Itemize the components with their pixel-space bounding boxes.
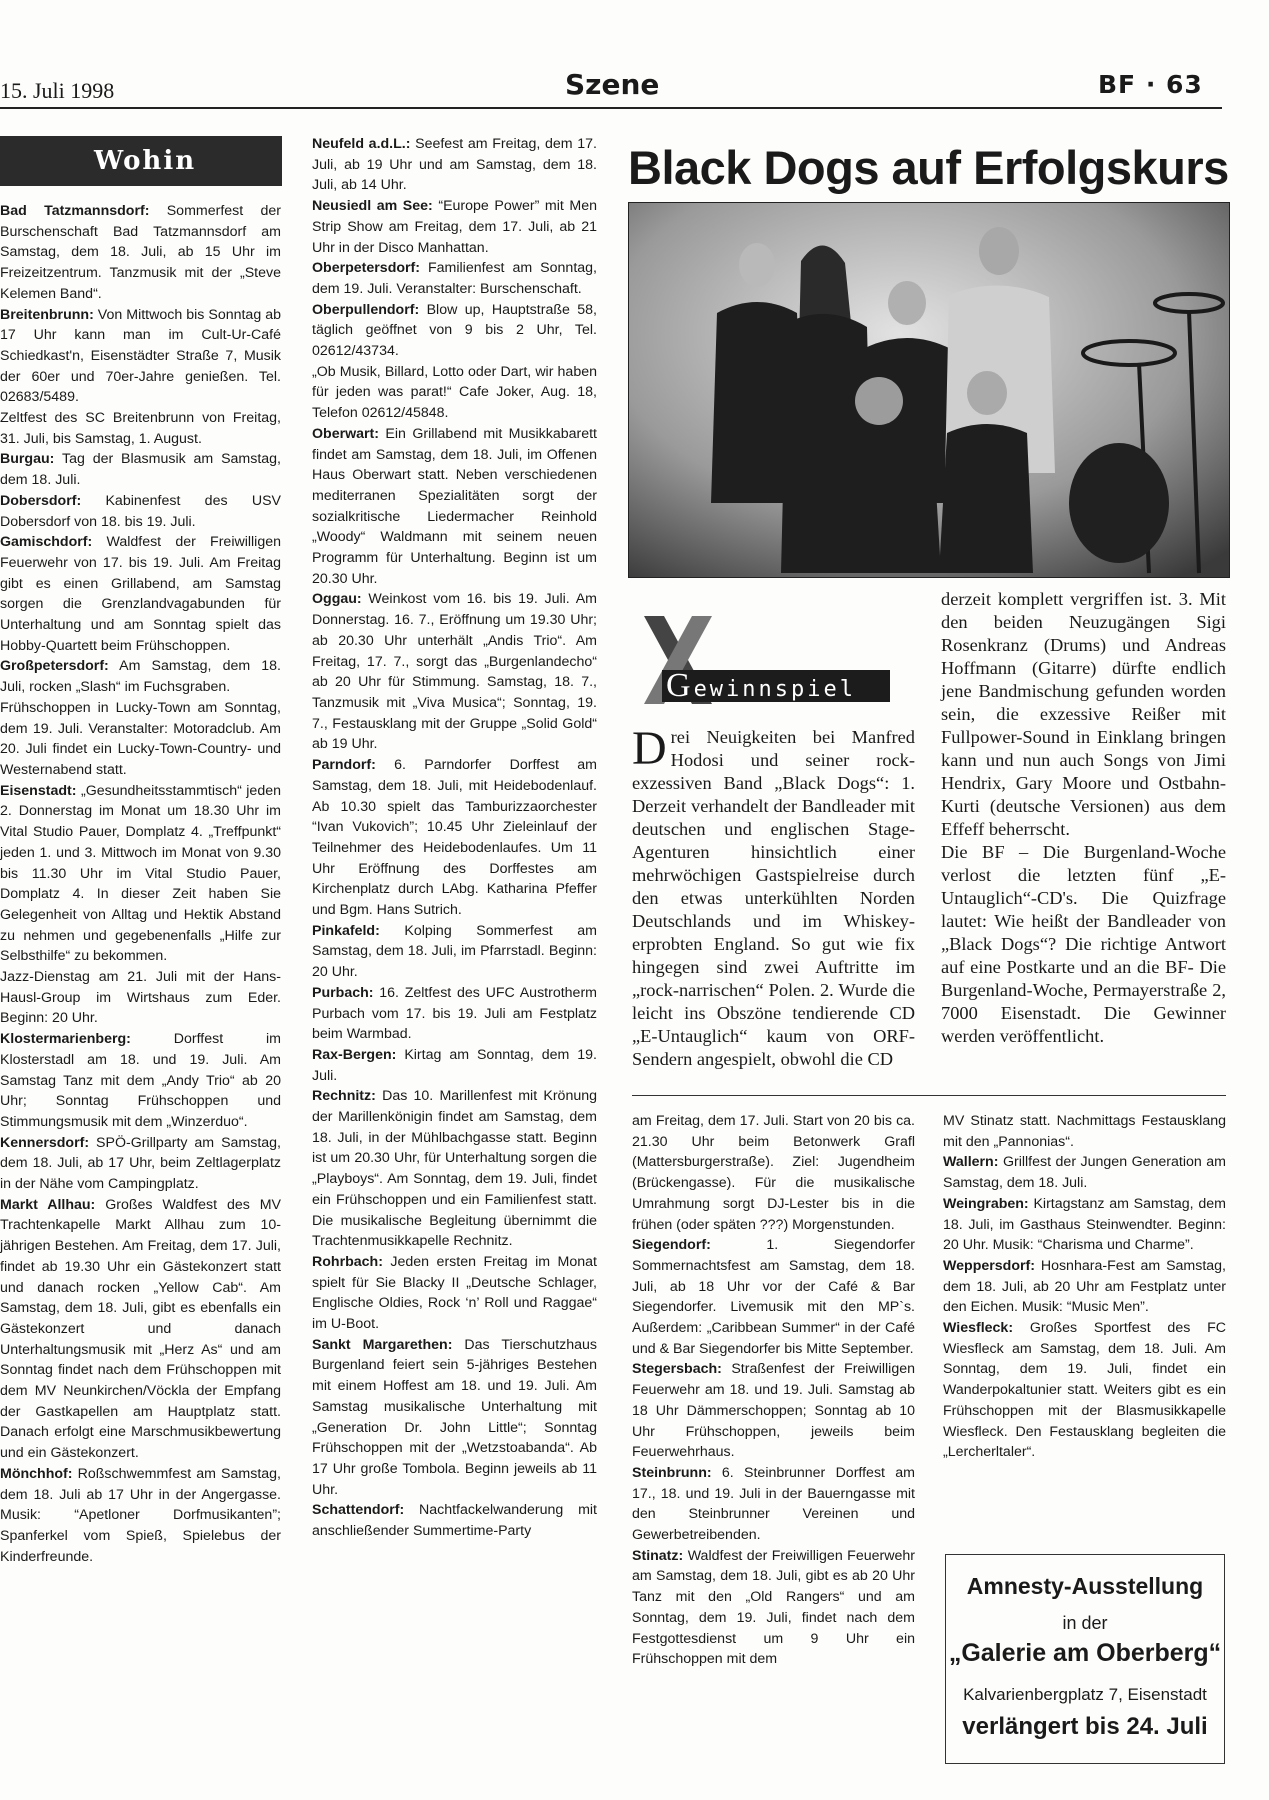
event-place: Purbach: (312, 984, 374, 1001)
event-listing (312, 1335, 597, 1501)
drop-cap: D (632, 722, 667, 775)
article-body-left (632, 722, 915, 1071)
event-text: Jeden ersten Freitag im Monat spielt für Sie Blacky II „Deutsche Schlager, Englische Oldies, Rock ‘n’ Roll und Raggae“ im U-Boot. (312, 1253, 597, 1333)
event-text: Sommerfest der Burschenschaft Bad Tatzmannsdorf am Samstag, dem 18. Juli, ab 15 Uhr im Freizeitzentrum. Tanzmusik mit der „Steve Kelemen Band“. (0, 203, 281, 302)
event-listing (312, 1500, 597, 1541)
event-text: Seefest am Freitag, dem 17. Juli, ab 19 Uhr und am Samstag, dem 18. Juli, ab 14 Uhr. (312, 136, 597, 194)
event-listing (0, 491, 281, 532)
issue-date: 15. Juli 1998 (0, 78, 115, 103)
event-place: Bad Tatzmannsdorf: (0, 203, 150, 219)
event-listing (0, 781, 281, 967)
event-text: Großes Sportfest des FC Wiesfleck am Samstag, dem 18. Juli. Am Sonntag, dem 19. Juli, findet ein Wanderpokaltunier statt. Weiters gibt es ein Frühschoppen mit der Blasmusikkapelle Wiesfleck. Den Festausklang begleiten die „Lercherltaler“. (943, 1320, 1226, 1461)
event-listing (0, 305, 281, 409)
wohin-heading-box (0, 136, 282, 186)
event-listing (632, 1111, 915, 1235)
event-listing (0, 656, 281, 697)
event-place: Siegendorf: (632, 1237, 711, 1254)
event-listing (312, 196, 597, 258)
event-text: „Ob Musik, Billard, Lotto oder Dart, wir haben für jeden was parat!“ Cafe Joker, Aug. 18, Telefon 02612/45848. (312, 363, 597, 422)
wohin-title: Wohin (94, 146, 197, 176)
event-place: Pinkafeld: (312, 922, 380, 939)
event-text: Großes Waldfest des MV Trachtenkapelle Markt Allhau zum 10-jährigen Bestehen. Am Freitag, dem 17. Juli, findet ab 19.30 Uhr ein Gästekonzert statt und danach rocken „Yellow Cab“. Am Samstag, dem 18. Juli, gibt es ebenfalls ein Gästekonzert und danach Unterhaltungsmusik mit „Herz As“ und am Sonntag findet nach dem Frühschoppen mit dem MV Neunkirchen/Vöckla der Empfang der Gastkapellen am Hauptplatz statt. Danach erfolgt eine Marschmusikbewertung und ein Gästekonzert. (0, 1196, 281, 1462)
event-text: Frühschoppen in Lucky-Town am Sonntag, dem 19. Juli. Veranstalter: Motoradclub. Am 20. Juli findet ein Lucky-Town-Country- und Westernabend statt. (0, 699, 281, 778)
event-text: Roßschwemmfest am Samstag, dem 18. Juli ab 17 Uhr in der Angergasse. Musik: “Apetloner Dorfmusikanten”; Spanferkel vom Spieß, Spielebus der Kinderfreunde. (0, 1465, 281, 1565)
event-place: Burgau: (0, 451, 55, 468)
event-listing (0, 1029, 281, 1133)
event-place: Oberpullendorf: (312, 301, 420, 318)
event-listing (0, 201, 281, 305)
event-place: Oggau: (312, 591, 362, 608)
event-place: Weingraben: (943, 1195, 1029, 1212)
event-text: Hosnhara-Fest am Samstag, dem 18. Juli, ab 20 Uhr am Festplatz unter den Eichen. Musik: “Music Men”. (943, 1257, 1226, 1316)
event-listing (312, 300, 597, 362)
event-listing (0, 1464, 281, 1568)
event-listing (632, 1546, 915, 1670)
event-text: Kirtagstanz am Samstag, dem 18. Juli, im Gasthaus Steinwendter. Beginn: 20 Uhr. Musik: “Charisma und Charme”. (943, 1195, 1226, 1254)
event-place: Schattendorf: (312, 1502, 405, 1519)
event-place: Großpetersdorf: (0, 658, 109, 675)
page-number: BF · 63 (1098, 70, 1203, 99)
event-listing (632, 1463, 915, 1546)
event-listing (632, 1235, 915, 1359)
event-place: Stegersbach: (632, 1361, 722, 1378)
event-text: „Gesundheitsstammtisch“ jeden 2. Donnerstag im Monat um 18.30 Uhr im Vital Studio Pauer, Domplatz 4. „Treffpunkt“ jeden 1. und 3. Mittwoch im Monat von 9.30 bis 11.30 Uhr im Vital Studio Pauer, Domplatz 4. In dieser Zeit haben Sie Gelegenheit von Alltag und Hektik Abstand zu nehmen und gegebenenfalls „Hilfe zur Selbsthilfe“ zu bekommen. (0, 782, 281, 965)
amnesty-date: verlängert bis 24. Juli (962, 1713, 1208, 1740)
event-place: Oberwart: (312, 425, 380, 442)
amnesty-ad-box (945, 1554, 1225, 1764)
amnesty-in: in der (1062, 1613, 1108, 1633)
event-listing (0, 1195, 281, 1464)
event-text: SPÖ-Grillparty am Samstag, dem 18. Juli, ab 17 Uhr, beim Zeltlagerplatz in der Nähe vom Campingplatz. (0, 1134, 281, 1193)
wohin-column-1 (0, 201, 281, 1567)
band-photo-graphic (629, 203, 1229, 577)
gewinnspiel-logo (632, 612, 892, 708)
event-text: Grillfest der Jungen Generation am Samstag, dem 18. Juli. (943, 1154, 1226, 1192)
event-text: Am Samstag, dem 18. Juli, rocken „Slash“ im Fuchsgraben. (0, 658, 281, 696)
event-text: Waldfest der Freiwilligen Feuerwehr von 17. bis 19. Juli. Am Freitag gibt es einen Grillabend, am Samstag sorgen die Grenzlandvagabunden für Unterhaltung und am Sonntag spielt das Hobby-Quartett beim Frühschoppen. (0, 534, 281, 654)
gewinnspiel-label: ewinnspiel (693, 677, 857, 702)
event-text: Ein Grillabend mit Musikkabarett findet am Samstag, dem 18. Juli, im Offenen Haus Oberwart statt. Neben verschiedenen mediterranen Spezialitäten sorgt der sozialkritische Liedermacher Reinhold „Woody“ Waldmann mit seinem neuen Programm für Unterhaltung. Beginn ist um 20.30 Uhr. (312, 425, 597, 587)
gewinnspiel-banner (662, 667, 890, 704)
event-place: Sankt Margarethen: (312, 1336, 453, 1353)
event-listing (0, 967, 281, 1029)
event-text: Straßenfest der Freiwilligen Feuerwehr am 18. und 19. Juli. Samstag ab 18 Uhr Dämmerschoppen; Sonntag ab 10 Uhr Frühschoppen, jeweils beim Feuerwehrhaus. (632, 1361, 915, 1461)
event-listing (312, 1045, 597, 1086)
event-listing (0, 408, 281, 449)
event-place: Dobersdorf: (0, 492, 82, 509)
event-listing (312, 1252, 597, 1335)
event-place: Wiesfleck: (943, 1320, 1014, 1337)
event-text: 16. Zeltfest des UFC Austrotherm Purbach vom 17. bis 19. Juli am Festplatz beim Warmbad. (312, 984, 597, 1043)
band-photo (628, 202, 1230, 578)
event-text: Blow up, Hauptstraße 58, täglich geöffnet von 9 bis 2 Uhr, Tel. 02612/43734. (312, 301, 597, 360)
event-text: “Europe Power” mit Men Strip Show am Freitag, dem 17. Juli, ab 21 Uhr in der Disco Manhattan. (312, 198, 597, 256)
header-rule (0, 107, 1222, 109)
gewinnspiel-initial: G (666, 667, 694, 704)
event-place: Gamischdorf: (0, 534, 93, 551)
event-text: Zeltfest des SC Breitenbrunn von Freitag, 31. Juli, bis Samstag, 1. August. (0, 410, 281, 447)
article-text-left: rei Neuigkeiten bei Manfred Hodosi und seiner rock-exzessiven Band „Black Dogs“: 1. Derzeit verhandelt der Bandleader mit deutschen und englischen Stage-Agenturen hinsichtlich einer mehrwöchigen Gastspielreise durch den etwas unterkühlten Norden Deutschlands und im Whiskey-erprobten England. So gut wie fix hingegen sind zwei Auftritte im „rock-narrischen“ Polen. 2. Wurde die leicht ins Obszöne tendierende CD „E-Untauglich“ kaum von ORF-Sendern angespielt, obwohl die CD (632, 727, 915, 1069)
event-listing (312, 258, 597, 299)
event-place: Markt Allhau: (0, 1196, 96, 1213)
event-listing (312, 983, 597, 1045)
event-text: Das 10. Marillenfest mit Krönung der Marillenkönigin findet am Samstag, dem 18. Juli, in der Mühlbachgasse statt. Beginn ist um 20.30 Uhr, für Unterhaltung sorgen die „Playboys“. Am Sonntag, dem 19. Juli, findet ein Frühschoppen und ein Familienfest statt. Die musikalische Begleitung übernimmt die Trachtenmusikkapelle Rechnitz. (312, 1088, 597, 1250)
event-text: Von Mittwoch bis Sonntag ab 17 Uhr kann man im Cult-Ur-Café Schiedkast'n, Eisenstädter Straße 7, Musik der 60er und 70er-Jahre genießen. Tel. 02683/5489. (0, 306, 281, 406)
event-listing (632, 1359, 915, 1463)
event-text: Tag der Blasmusik am Samstag, dem 18. Juli. (0, 451, 282, 489)
event-text: am Freitag, dem 17. Juli. Start von 20 bis ca. 21.30 Uhr beim Betonwerk Grafl (Mattersburgerstraße). Ziel: Jugendheim (Brückengasse). Für die musikalische Umrahmung sorgt DJ-Lester bis in die frühen (oder späten ???) Morgenstunden. (632, 1113, 915, 1233)
event-listing (943, 1111, 1226, 1152)
event-text: 1. Siegendorfer Sommernachtsfest am Samstag, dem 18. Juli, ab 18 Uhr vor der Café & Bar Siegendorfer. Livemusik mit den MP`s. Außerdem: „Caribbean Summer“ in der Café und & Bar Siegendorfer bis Mitte September. (632, 1237, 915, 1357)
event-listing (0, 698, 281, 781)
event-place: Kennersdorf: (0, 1134, 90, 1151)
wohin-column-2 (312, 134, 597, 1542)
event-place: Neufeld a.d.L.: (312, 136, 411, 152)
event-listing (312, 362, 597, 424)
wohin-column-4 (943, 1111, 1226, 1463)
event-place: Klostermarienberg: (0, 1031, 131, 1048)
event-place: Wallern: (943, 1154, 999, 1171)
event-listing (312, 755, 597, 921)
amnesty-gallery: „Galerie am Oberberg“ (948, 1639, 1222, 1667)
event-listing (312, 1086, 597, 1252)
event-place: Neusiedl am See: (312, 198, 433, 215)
event-place: Breitenbrunn: (0, 306, 94, 323)
event-listing (312, 921, 597, 983)
event-place: Eisenstadt: (0, 782, 77, 799)
event-listing (943, 1256, 1226, 1318)
event-listing (943, 1152, 1226, 1193)
event-place: Oberpetersdorf: (312, 260, 420, 277)
section-title: Szene (565, 68, 660, 101)
event-text: Dorffest im Klosterstadl am 18. und 19. Juli. Am Samstag Tanz mit dem „Andy Trio“ ab 20 Uhr; Sonntag Frühschoppen und Stimmungsmusik mit dem „Winzerduo“. (0, 1031, 281, 1130)
event-listing (943, 1194, 1226, 1256)
event-text: Weinkost vom 16. bis 19. Juli. Am Donnerstag. 16. 7., Eröffnung um 19.30 Uhr; ab 20.30 Uhr unterhält „Andis Trio“. Am Freitag, 17. 7., sorgt das „Burgenlandecho“ ab 20 Uhr für Stimmung. Samstag, 18. 7., Tanzmusik mit „Viva Musica“; Sonntag, 19. 7., Festausklang mit der Gruppe „Solid Gold“ ab 19 Uhr. (312, 591, 597, 753)
event-listing (312, 424, 597, 590)
event-listing (0, 449, 281, 490)
event-listing (0, 1133, 281, 1195)
article-body-right (941, 588, 1226, 1048)
event-listing (312, 134, 597, 196)
event-text: Kabinenfest des USV Dobersdorf von 18. bis 19. Juli. (0, 492, 281, 530)
event-text: Nachtfackelwanderung mit anschließender Summertime-Party (312, 1502, 597, 1540)
event-text: Kirtag am Sonntag, dem 19. Juli. (312, 1046, 597, 1084)
event-place: Parndorf: (312, 757, 376, 774)
event-place: Rohrbach: (312, 1253, 383, 1270)
event-listing (0, 532, 281, 656)
event-place: Mönchhof: (0, 1465, 73, 1482)
event-listing (312, 589, 597, 755)
event-text: 6. Parndorfer Dorffest am Samstag, dem 18. Juli, mit Heidebodenlauf. Ab 10.30 spielt das Tamburizzaorchester “Ivan Vukovich”; 10.45 Uhr Zieleinlauf der Teilnehmer des Heidebodenlaufes. Um 11 Uhr Eröffnung des Dorffestes am Kirchenplatz durch LAbg. Katharina Pfeffer und Bgm. Hans Sutrich. (312, 757, 597, 919)
event-text: Das Tierschutzhaus Burgenland feiert sein 5-jähriges Bestehen mit einem Hoffest am 18. und 19. Juli. Am Samstag musikalische Unterhaltung mit „Generation Dr. John Little“; Sonntag Frühschoppen mit der „Wetzstoabanda“. Ab 17 Uhr große Tombola. Beginn jeweils ab 11 Uhr. (312, 1336, 597, 1498)
event-text: Kolping Sommerfest am Samstag, dem 18. Juli, im Pfarrstadl. Beginn: 20 Uhr. (312, 922, 597, 981)
wohin-column-3 (632, 1111, 915, 1670)
amnesty-title: Amnesty-Ausstellung (966, 1573, 1204, 1599)
event-text: MV Stinatz statt. Nachmittags Festausklang mit den „Pannonias“. (943, 1113, 1226, 1150)
article-text-right-1: derzeit komplett vergriffen ist. 3. Mit den beiden Neuzugängen Sigi Rosenkranz (Drums) und Andreas Hoffmann (Gitarre) dürfte endlich jene Bandmischung gefunden worden sein, die exzessive Reißer mit Fullpower-Sound in Einklang bringen kann und nun auch Songs von Jimi Hendrix, Gary Moore und Ostbahn-Kurti (deutsche Versionen) aus dem Effeff beherrscht. (941, 589, 1226, 839)
event-place: Rechnitz: (312, 1088, 376, 1105)
event-listing (943, 1318, 1226, 1463)
event-place: Stinatz: (632, 1547, 684, 1564)
article-text-right-2: Die BF – Die Burgenland-Woche verlost die letzten fünf „E-Untauglich“-CD's. Die Quizfrage lautet: Wie heißt der Bandleader von „Black Dogs“? Die richtige Antwort auf eine Postkarte und an die BF- Die Burgenland-Woche, Permayerstraße 2, 7000 Eisenstadt. Die Gewinner werden veröffentlicht. (941, 842, 1226, 1046)
event-place: Weppersdorf: (943, 1257, 1035, 1274)
event-place: Steinbrunn: (632, 1464, 712, 1481)
article-bottom-rule (632, 1095, 1226, 1096)
event-text: Waldfest der Freiwilligen Feuerwehr am Samstag, dem 18. Juli, gibt es ab 20 Uhr Tanz mit den „Old Rangers“ und am Sonntag, dem 19. Juli, findet nach dem Festgottesdienst um 9 Uhr ein Frühschoppen mit dem (632, 1547, 915, 1668)
event-text: Jazz-Dienstag am 21. Juli mit der Hans-Hausl-Group im Wirtshaus zum Eder. Beginn: 20 Uhr. (0, 969, 281, 1027)
event-text: 6. Steinbrunner Dorffest am 17., 18. und 19. Juli in der Bauerngasse mit den Steinbrunner Vereinen und Gewerbetreibenden. (632, 1464, 915, 1544)
event-text: Familienfest am Sonntag, dem 19. Juli. Veranstalter: Burschenschaft. (312, 260, 597, 297)
amnesty-address: Kalvarienbergplatz 7, Eisenstadt (963, 1685, 1207, 1704)
article-headline: Black Dogs auf Erfolgskurs (628, 141, 1229, 194)
event-place: Rax-Bergen: (312, 1046, 397, 1063)
